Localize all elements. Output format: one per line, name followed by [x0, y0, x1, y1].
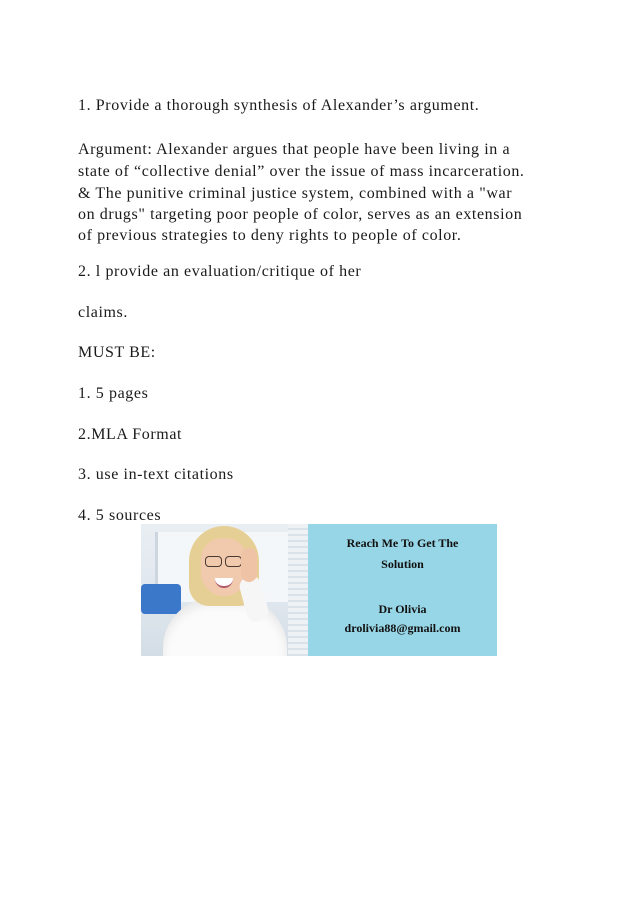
requirements-heading: MUST BE:	[78, 344, 156, 361]
woman-photo	[141, 524, 308, 656]
requirement-citations: 3. use in-text citations	[78, 466, 234, 483]
question-2: 2. l provide an evaluation/critique of her	[78, 263, 362, 280]
contact-email[interactable]: drolivia88@gmail.com	[344, 621, 461, 635]
contact-panel	[308, 524, 497, 656]
argument-line-4: on drugs" targeting poor people of color, serves as an extension	[78, 206, 523, 223]
banner-headline-1: Reach Me To Get The	[346, 536, 459, 550]
requirement-format: 2.MLA Format	[78, 426, 183, 443]
requirement-sources: 4. 5 sources	[78, 507, 162, 524]
argument-line-2: state of “collective denial” over the issue of mass incarceration.	[78, 163, 525, 180]
contact-name: Dr Olivia	[378, 602, 427, 616]
argument-line-5: of previous strategies to deny rights to people of color.	[78, 227, 462, 244]
argument-line-1: Argument: Alexander argues that people have been living in a	[78, 141, 511, 158]
question-2-continued: claims.	[78, 304, 128, 321]
requirement-pages: 1. 5 pages	[78, 385, 149, 402]
contact-banner	[141, 524, 497, 656]
question-1: 1. Provide a thorough synthesis of Alexander’s argument.	[78, 97, 480, 114]
banner-headline-2: Solution	[381, 557, 424, 571]
argument-line-3: & The punitive criminal justice system, combined with a "war	[78, 185, 513, 202]
